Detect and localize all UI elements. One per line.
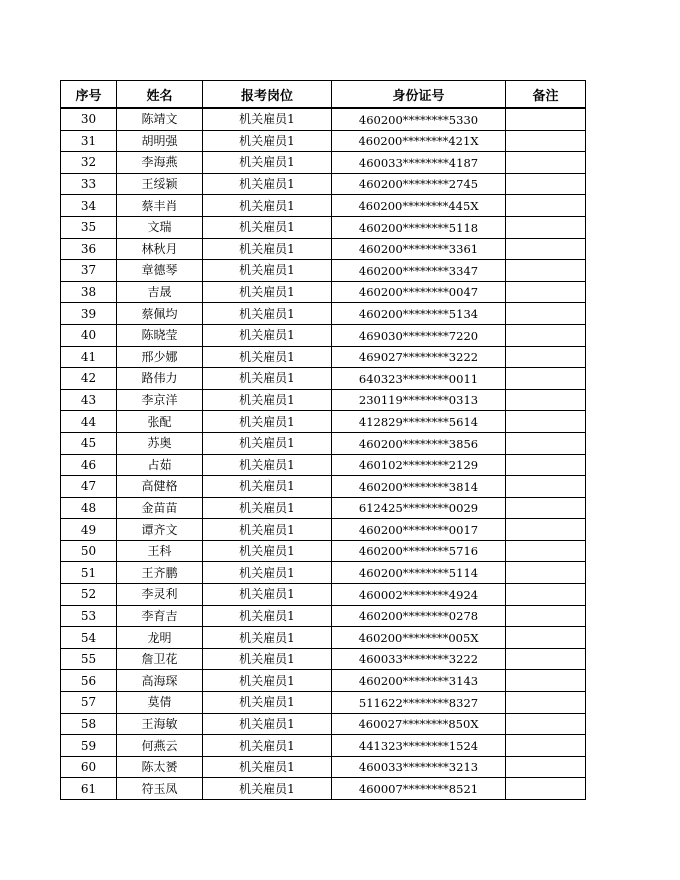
cell-position: 机关雇员1: [203, 281, 332, 303]
cell-name: 苏奥: [117, 432, 203, 454]
cell-id-number: 460033********3222: [332, 648, 506, 670]
cell-remarks: [506, 648, 586, 670]
cell-id-number: 460200********2745: [332, 173, 506, 195]
cell-remarks: [506, 260, 586, 282]
table-row: [61, 389, 586, 411]
cell-remarks: [506, 454, 586, 476]
cell-remarks: [506, 670, 586, 692]
cell-seq: 42: [61, 368, 117, 390]
table-row: [61, 692, 586, 714]
cell-seq: 52: [61, 584, 117, 606]
table-row: [61, 519, 586, 541]
cell-name: 蔡佩均: [117, 303, 203, 325]
cell-name: 金苗苗: [117, 497, 203, 519]
cell-remarks: [506, 778, 586, 800]
cell-name: 詹卫花: [117, 648, 203, 670]
table-body: [61, 108, 586, 800]
cell-seq: 55: [61, 648, 117, 670]
cell-id-number: 460002********4924: [332, 584, 506, 606]
cell-remarks: [506, 497, 586, 519]
cell-remarks: [506, 281, 586, 303]
cell-id-number: 460200********0017: [332, 519, 506, 541]
cell-position: 机关雇员1: [203, 216, 332, 238]
cell-name: 谭齐文: [117, 519, 203, 541]
cell-seq: 30: [61, 108, 117, 130]
cell-remarks: [506, 627, 586, 649]
cell-position: 机关雇员1: [203, 562, 332, 584]
cell-position: 机关雇员1: [203, 497, 332, 519]
cell-seq: 56: [61, 670, 117, 692]
cell-remarks: [506, 692, 586, 714]
cell-seq: 36: [61, 238, 117, 260]
cell-name: 李海燕: [117, 152, 203, 174]
cell-position: 机关雇员1: [203, 519, 332, 541]
cell-seq: 51: [61, 562, 117, 584]
cell-name: 符玉凤: [117, 778, 203, 800]
cell-seq: 33: [61, 173, 117, 195]
cell-id-number: 460200********0278: [332, 605, 506, 627]
table-row: [61, 173, 586, 195]
cell-remarks: [506, 108, 586, 130]
cell-name: 莫倩: [117, 692, 203, 714]
cell-name: 胡明强: [117, 130, 203, 152]
table-row: [61, 713, 586, 735]
cell-seq: 39: [61, 303, 117, 325]
cell-seq: 48: [61, 497, 117, 519]
cell-position: 机关雇员1: [203, 756, 332, 778]
table-row: [61, 238, 586, 260]
cell-remarks: [506, 216, 586, 238]
table-row: [61, 368, 586, 390]
cell-id-number: 460200********3347: [332, 260, 506, 282]
cell-name: 王科: [117, 540, 203, 562]
table-row: [61, 260, 586, 282]
header-row: [61, 81, 586, 109]
table-row: [61, 324, 586, 346]
cell-name: 王齐鹏: [117, 562, 203, 584]
cell-seq: 50: [61, 540, 117, 562]
cell-name: 陈晓莹: [117, 324, 203, 346]
table-row: [61, 346, 586, 368]
cell-id-number: 441323********1524: [332, 735, 506, 757]
table-row: [61, 605, 586, 627]
cell-position: 机关雇员1: [203, 324, 332, 346]
cell-id-number: 460200********421X: [332, 130, 506, 152]
cell-name: 何燕云: [117, 735, 203, 757]
cell-name: 吉晟: [117, 281, 203, 303]
cell-remarks: [506, 303, 586, 325]
cell-remarks: [506, 735, 586, 757]
table-row: [61, 476, 586, 498]
cell-seq: 40: [61, 324, 117, 346]
cell-position: 机关雇员1: [203, 368, 332, 390]
cell-id-number: 460200********3143: [332, 670, 506, 692]
cell-position: 机关雇员1: [203, 454, 332, 476]
table-row: [61, 756, 586, 778]
cell-seq: 58: [61, 713, 117, 735]
cell-id-number: 460200********5118: [332, 216, 506, 238]
cell-seq: 41: [61, 346, 117, 368]
cell-position: 机关雇员1: [203, 540, 332, 562]
table-row: [61, 195, 586, 217]
cell-id-number: 460200********3361: [332, 238, 506, 260]
cell-id-number: 460200********3814: [332, 476, 506, 498]
cell-seq: 45: [61, 432, 117, 454]
table-row: [61, 584, 586, 606]
cell-name: 路伟力: [117, 368, 203, 390]
cell-name: 李育吉: [117, 605, 203, 627]
header-id-number: 身份证号: [332, 81, 506, 109]
cell-seq: 46: [61, 454, 117, 476]
cell-id-number: 460033********3213: [332, 756, 506, 778]
cell-seq: 54: [61, 627, 117, 649]
cell-position: 机关雇员1: [203, 411, 332, 433]
cell-position: 机关雇员1: [203, 476, 332, 498]
cell-id-number: 460033********4187: [332, 152, 506, 174]
cell-position: 机关雇员1: [203, 152, 332, 174]
cell-seq: 38: [61, 281, 117, 303]
cell-remarks: [506, 368, 586, 390]
cell-name: 高海琛: [117, 670, 203, 692]
cell-id-number: 460200********3856: [332, 432, 506, 454]
cell-id-number: 230119********0313: [332, 389, 506, 411]
cell-position: 机关雇员1: [203, 735, 332, 757]
table-row: [61, 152, 586, 174]
cell-seq: 44: [61, 411, 117, 433]
cell-remarks: [506, 346, 586, 368]
cell-id-number: 460200********005X: [332, 627, 506, 649]
cell-name: 张配: [117, 411, 203, 433]
cell-remarks: [506, 195, 586, 217]
cell-name: 龙明: [117, 627, 203, 649]
cell-id-number: 640323********0011: [332, 368, 506, 390]
cell-position: 机关雇员1: [203, 692, 332, 714]
cell-position: 机关雇员1: [203, 195, 332, 217]
cell-id-number: 460200********5134: [332, 303, 506, 325]
cell-remarks: [506, 238, 586, 260]
cell-id-number: 460102********2129: [332, 454, 506, 476]
cell-remarks: [506, 173, 586, 195]
cell-name: 陈太赟: [117, 756, 203, 778]
cell-position: 机关雇员1: [203, 346, 332, 368]
cell-id-number: 460200********5114: [332, 562, 506, 584]
header-remarks: 备注: [506, 81, 586, 109]
cell-remarks: [506, 130, 586, 152]
cell-position: 机关雇员1: [203, 670, 332, 692]
cell-remarks: [506, 540, 586, 562]
cell-position: 机关雇员1: [203, 584, 332, 606]
cell-position: 机关雇员1: [203, 605, 332, 627]
cell-seq: 53: [61, 605, 117, 627]
cell-position: 机关雇员1: [203, 173, 332, 195]
cell-position: 机关雇员1: [203, 648, 332, 670]
cell-name: 王绥颖: [117, 173, 203, 195]
cell-seq: 35: [61, 216, 117, 238]
cell-name: 章德琴: [117, 260, 203, 282]
cell-remarks: [506, 411, 586, 433]
cell-remarks: [506, 605, 586, 627]
cell-id-number: 469030********7220: [332, 324, 506, 346]
cell-name: 李灵利: [117, 584, 203, 606]
table-row: [61, 432, 586, 454]
cell-remarks: [506, 432, 586, 454]
cell-seq: 57: [61, 692, 117, 714]
table-row: [61, 108, 586, 130]
table-row: [61, 540, 586, 562]
cell-id-number: 511622********8327: [332, 692, 506, 714]
cell-id-number: 460027********850X: [332, 713, 506, 735]
cell-remarks: [506, 756, 586, 778]
cell-id-number: 460200********5330: [332, 108, 506, 130]
table-row: [61, 562, 586, 584]
cell-remarks: [506, 562, 586, 584]
cell-seq: 59: [61, 735, 117, 757]
cell-position: 机关雇员1: [203, 713, 332, 735]
header-seq: 序号: [61, 81, 117, 109]
cell-name: 占茹: [117, 454, 203, 476]
table-row: [61, 778, 586, 800]
cell-position: 机关雇员1: [203, 389, 332, 411]
cell-id-number: 460200********0047: [332, 281, 506, 303]
cell-id-number: 460200********445X: [332, 195, 506, 217]
table-row: [61, 130, 586, 152]
header-position: 报考岗位: [203, 81, 332, 109]
table-row: [61, 454, 586, 476]
cell-name: 陈靖文: [117, 108, 203, 130]
table-row: [61, 735, 586, 757]
cell-name: 高健格: [117, 476, 203, 498]
cell-position: 机关雇员1: [203, 432, 332, 454]
cell-id-number: 612425********0029: [332, 497, 506, 519]
cell-id-number: 469027********3222: [332, 346, 506, 368]
table-row: [61, 303, 586, 325]
cell-remarks: [506, 584, 586, 606]
cell-position: 机关雇员1: [203, 130, 332, 152]
header-name: 姓名: [117, 81, 203, 109]
table-row: [61, 627, 586, 649]
cell-seq: 49: [61, 519, 117, 541]
cell-id-number: 460007********8521: [332, 778, 506, 800]
cell-remarks: [506, 713, 586, 735]
cell-remarks: [506, 324, 586, 346]
table-row: [61, 411, 586, 433]
cell-name: 文瑞: [117, 216, 203, 238]
cell-name: 王海敏: [117, 713, 203, 735]
cell-name: 李京洋: [117, 389, 203, 411]
cell-seq: 61: [61, 778, 117, 800]
cell-remarks: [506, 152, 586, 174]
table-row: [61, 670, 586, 692]
applicant-table: [60, 80, 586, 800]
cell-seq: 32: [61, 152, 117, 174]
cell-remarks: [506, 476, 586, 498]
cell-position: 机关雇员1: [203, 238, 332, 260]
cell-name: 蔡丰肖: [117, 195, 203, 217]
cell-seq: 60: [61, 756, 117, 778]
cell-seq: 31: [61, 130, 117, 152]
table-row: [61, 648, 586, 670]
cell-position: 机关雇员1: [203, 108, 332, 130]
cell-position: 机关雇员1: [203, 303, 332, 325]
cell-name: 林秋月: [117, 238, 203, 260]
cell-position: 机关雇员1: [203, 260, 332, 282]
cell-position: 机关雇员1: [203, 627, 332, 649]
cell-remarks: [506, 389, 586, 411]
table-row: [61, 281, 586, 303]
cell-seq: 37: [61, 260, 117, 282]
cell-seq: 43: [61, 389, 117, 411]
cell-position: 机关雇员1: [203, 778, 332, 800]
cell-seq: 47: [61, 476, 117, 498]
table-row: [61, 216, 586, 238]
cell-remarks: [506, 519, 586, 541]
cell-id-number: 460200********5716: [332, 540, 506, 562]
cell-id-number: 412829********5614: [332, 411, 506, 433]
cell-name: 邢少娜: [117, 346, 203, 368]
table-row: [61, 497, 586, 519]
cell-seq: 34: [61, 195, 117, 217]
